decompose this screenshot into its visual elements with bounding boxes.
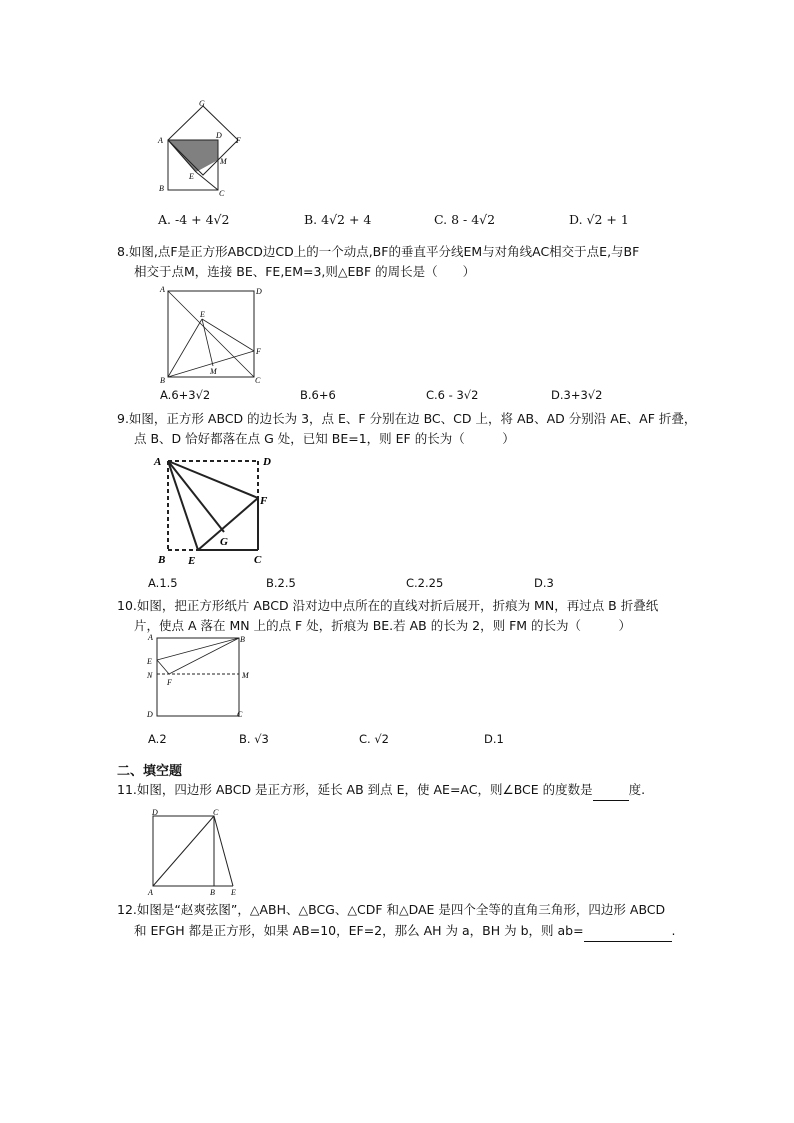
label-b: B	[158, 554, 166, 566]
label-c: C	[213, 808, 219, 817]
q9-figure	[150, 450, 280, 572]
label-a: A	[158, 136, 163, 145]
q7-option-c: C. 8 - 4√2	[434, 212, 496, 227]
label-c: C	[237, 710, 243, 719]
q9-option-a: A.1.5	[148, 576, 178, 590]
label-c: C	[255, 376, 261, 385]
q12-question-line1: 12.如图是“赵爽弦图”，△ABH、△BCG、△CDF 和△DAE 是四个全等的直角三角形，四边形 ABCD	[117, 902, 666, 917]
q9-question-line1: 9.如图，正方形 ABCD 的边长为 3，点 E、F 分别在边 BC、CD 上，将 AB、AD 分别沿 AE、AF 折叠，	[117, 411, 697, 426]
q12-text-before: 和 EFGH 都是正方形，如果 AB=10，EF=2，那么 AH 为 a，BH 为 b，则 ab=	[134, 923, 584, 938]
label-d: D	[152, 808, 158, 817]
q11-text-before: 11.如图，四边形 ABCD 是正方形，延长 AB 到点 E，使 AE=AC，则∠BCE 的度数是	[117, 782, 593, 797]
q11-text-after: 度.	[628, 782, 646, 797]
label-a: A	[148, 633, 153, 642]
label-a: A	[160, 285, 165, 294]
q12-text-after: .	[671, 923, 676, 938]
label-e: E	[147, 657, 152, 666]
q9-option-d: D.3	[534, 576, 554, 590]
label-f: F	[260, 495, 268, 507]
q8-option-b: B.6+6	[300, 388, 336, 402]
label-m: M	[242, 671, 249, 680]
q7-option-b: B. 4√2 + 4	[304, 212, 372, 227]
label-g: G	[199, 99, 205, 108]
q10-option-b: B. √3	[239, 732, 269, 746]
label-d: D	[263, 456, 271, 468]
q7-figure	[150, 96, 260, 202]
q12-question-line2	[134, 921, 676, 942]
q8-question-line2: 相交于点M，连接 BE、FE,EM=3,则△EBF 的周长是（ ）	[134, 264, 476, 279]
q12-answer-blank[interactable]	[584, 921, 672, 942]
label-e: E	[189, 172, 194, 181]
label-e: E	[200, 310, 205, 319]
q7-option-d: D. √2 + 1	[569, 212, 629, 227]
label-c: C	[219, 189, 225, 198]
label-c: C	[254, 554, 262, 566]
q8-option-d: D.3+3√2	[551, 388, 603, 402]
label-n: N	[147, 671, 153, 680]
q7-option-a: A. -4 + 4√2	[158, 212, 230, 227]
q8-option-a: A.6+3√2	[160, 388, 211, 402]
q11-answer-blank[interactable]	[593, 780, 629, 801]
label-m: M	[210, 367, 217, 376]
label-b: B	[210, 888, 215, 897]
q10-option-c: C. √2	[359, 732, 389, 746]
label-m: M	[220, 157, 227, 166]
label-f: F	[236, 136, 241, 145]
q10-option-a: A.2	[148, 732, 167, 746]
label-e: E	[188, 555, 196, 567]
q9-option-c: C.2.25	[406, 576, 444, 590]
label-e: E	[231, 888, 236, 897]
label-b: B	[160, 376, 165, 385]
label-d: D	[147, 710, 153, 719]
q11-question	[117, 780, 645, 801]
label-a: A	[154, 456, 162, 468]
label-g: G	[220, 536, 228, 548]
label-b: B	[240, 635, 245, 644]
q8-option-c: C.6 - 3√2	[426, 388, 479, 402]
q10-option-d: D.1	[484, 732, 504, 746]
q8-question-line1: 8.如图,点F是正方形ABCD边CD上的一个动点,BF的垂直平分线EM与对角线AC相交于点E,与BF	[117, 244, 640, 259]
section-title-fill-in: 二、填空题	[117, 764, 183, 779]
q9-option-b: B.2.5	[266, 576, 296, 590]
q10-question-line1: 10.如图，把正方形纸片 ABCD 沿对边中点所在的直线对折后展开，折痕为 MN，再过点 B 折叠纸	[117, 598, 659, 613]
label-a: A	[148, 888, 153, 897]
q8-figure	[158, 283, 270, 385]
label-f: F	[167, 678, 172, 687]
q10-figure	[142, 630, 254, 722]
label-b: B	[159, 184, 164, 193]
q9-question-line2: 点 B、D 恰好都落在点 G 处，已知 BE=1，则 EF 的长为（ ）	[134, 431, 515, 446]
label-f: F	[256, 347, 261, 356]
label-d: D	[256, 287, 262, 296]
q11-figure	[146, 808, 250, 898]
label-d: D	[216, 131, 222, 140]
q10-question-line2: 片，使点 A 落在 MN 上的点 F 处，折痕为 BE.若 AB 的长为 2，则 FM 的长为（ ）	[134, 618, 632, 633]
